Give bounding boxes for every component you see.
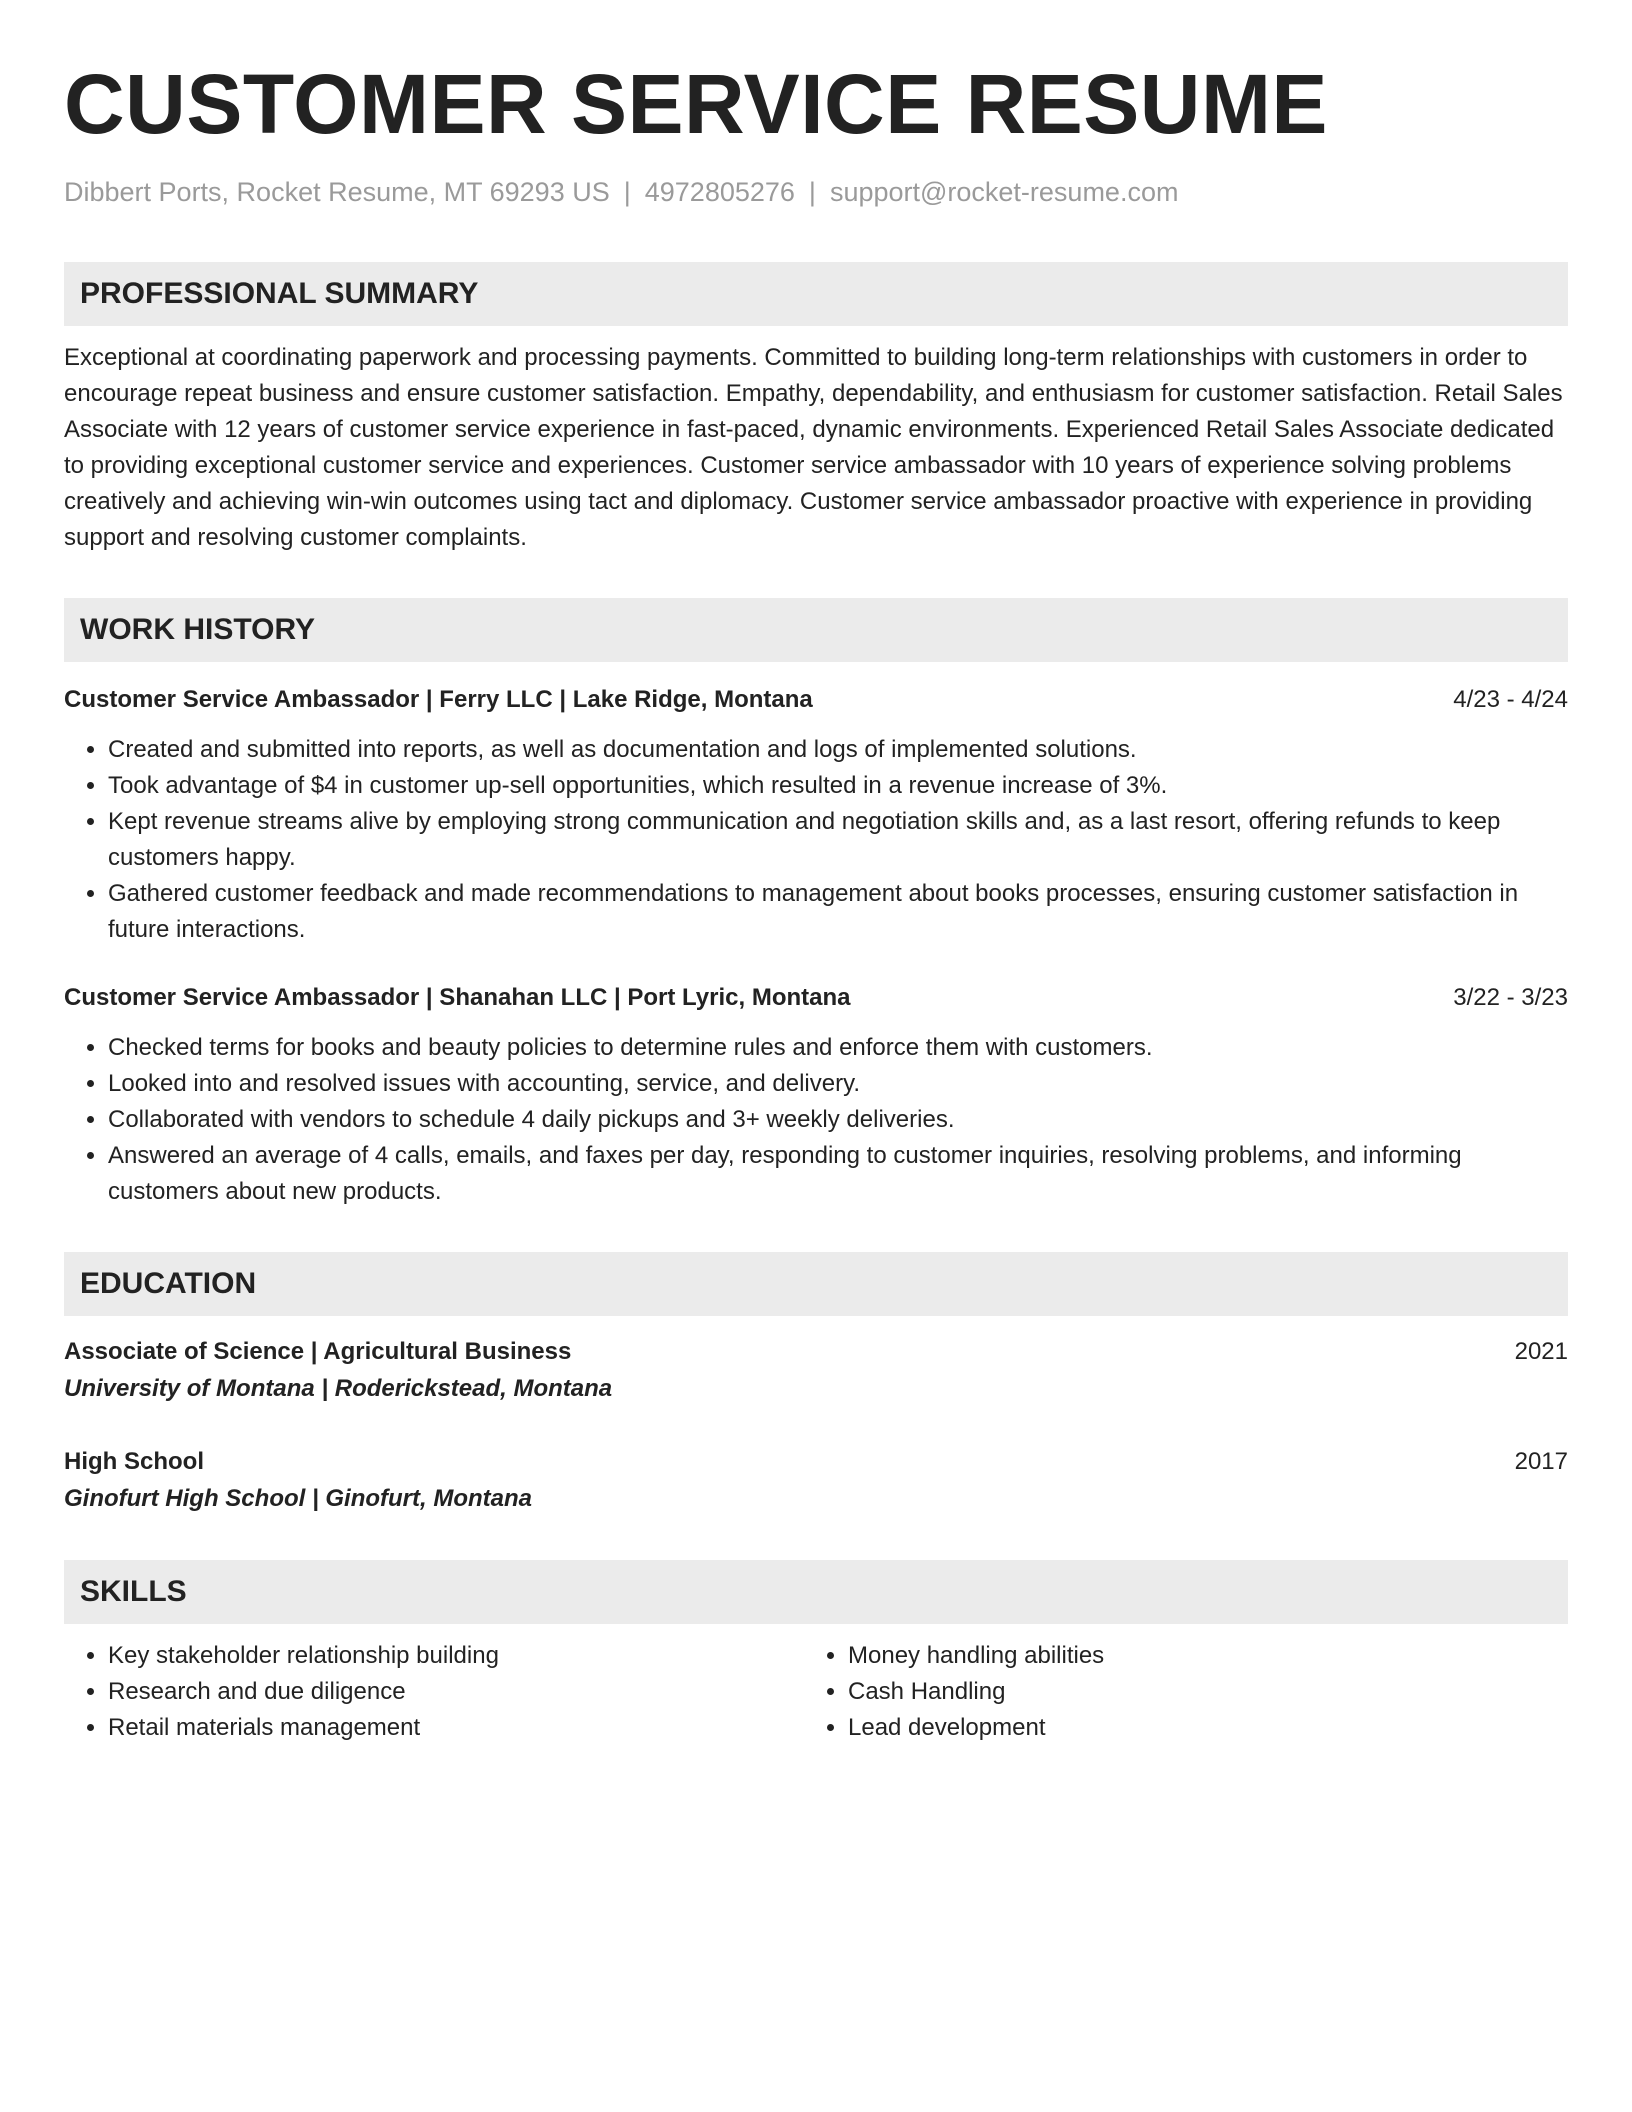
education-degree: Associate of Science | Agricultural Business bbox=[64, 1338, 572, 1365]
contact-phone: 4972805276 bbox=[644, 177, 795, 207]
skills-column-left bbox=[64, 1638, 804, 1746]
job-header bbox=[64, 682, 1568, 718]
job-title: Customer Service Ambassador | Shanahan LLC | Port Lyric, Montana bbox=[64, 984, 851, 1011]
skill-item: • Research and due diligence bbox=[108, 1674, 804, 1710]
job-bullet: • Kept revenue streams alive by employing strong communication and negotiation skills and, as a last resort, offering refunds to keep customers happy. bbox=[108, 804, 1568, 876]
job-bullet: • Looked into and resolved issues with accounting, service, and delivery. bbox=[108, 1066, 1568, 1102]
skill-item: • Cash Handling bbox=[848, 1674, 1544, 1710]
job-bullets bbox=[64, 1030, 1568, 1210]
job-bullet: • Answered an average of 4 calls, emails, and faxes per day, responding to customer inquiries, resolving problems, and informing customers about new products. bbox=[108, 1138, 1568, 1210]
job-entry bbox=[64, 980, 1568, 1210]
resume-title: CUSTOMER SERVICE RESUME bbox=[64, 57, 1328, 151]
job-entry bbox=[64, 682, 1568, 948]
job-bullet: • Collaborated with vendors to schedule 4 daily pickups and 3+ weekly deliveries. bbox=[108, 1102, 1568, 1138]
skill-item: • Key stakeholder relationship building bbox=[108, 1638, 804, 1674]
contact-email: support@rocket-resume.com bbox=[829, 177, 1179, 207]
job-bullet: • Took advantage of $4 in customer up-sell opportunities, which resulted in a revenue increase of 3%. bbox=[108, 768, 1568, 804]
job-bullet: • Checked terms for books and beauty policies to determine rules and enforce them with customers. bbox=[108, 1030, 1568, 1066]
section-heading-skills: SKILLS bbox=[64, 1560, 1568, 1624]
education-header bbox=[64, 1444, 1568, 1480]
education-school: Ginofurt High School | Ginofurt, Montana bbox=[64, 1485, 532, 1512]
contact-address: Dibbert Ports, Rocket Resume, MT 69293 US bbox=[64, 177, 610, 207]
education-school: University of Montana | Roderickstead, Montana bbox=[64, 1375, 613, 1402]
job-dates: 4/23 - 4/24 bbox=[1453, 686, 1568, 713]
job-header bbox=[64, 980, 1568, 1016]
education-year: 2021 bbox=[1514, 1338, 1568, 1365]
education-entry bbox=[64, 1444, 1568, 1518]
job-bullets bbox=[64, 732, 1568, 948]
education-entry bbox=[64, 1334, 1568, 1408]
skill-item: • Money handling abilities bbox=[848, 1638, 1544, 1674]
education-header bbox=[64, 1334, 1568, 1370]
skill-item: • Retail materials management bbox=[108, 1710, 804, 1746]
section-heading-summary: PROFESSIONAL SUMMARY bbox=[64, 262, 1568, 326]
summary-text: Exceptional at coordinating paperwork and processing payments. Committed to building long-term relationships with customers in order to encourage repeat business and ensure customer satisfaction. Empathy, dependability, and enthusiasm for customer satisfaction. Retail Sales Associate with 12 years of customer service experience in fast-paced, dynamic environments. Experienced Retail Sales Associate dedicated to providing exceptional customer service and experiences. Customer service ambassador with 10 years of experience solving problems creatively and achieving win-win outcomes using tact and diplomacy. Customer service ambassador proactive with experience in providing support and resolving customer complaints. bbox=[64, 344, 1563, 551]
contact-separator: | bbox=[808, 177, 816, 207]
skills-column-right bbox=[804, 1638, 1544, 1746]
skills-list bbox=[64, 1638, 1568, 1746]
job-bullet: • Gathered customer feedback and made recommendations to management about books processes, ensuring customer satisfaction in future interactions. bbox=[108, 876, 1568, 948]
job-dates: 3/22 - 3/23 bbox=[1453, 984, 1568, 1011]
education-year: 2017 bbox=[1514, 1448, 1568, 1475]
job-title: Customer Service Ambassador | Ferry LLC | Lake Ridge, Montana bbox=[64, 686, 813, 713]
contact-separator: | bbox=[623, 177, 631, 207]
section-heading-education: EDUCATION bbox=[64, 1252, 1568, 1316]
job-bullet: • Created and submitted into reports, as well as documentation and logs of implemented solutions. bbox=[108, 732, 1568, 768]
contact-line bbox=[64, 174, 1568, 210]
section-heading-work-history: WORK HISTORY bbox=[64, 598, 1568, 662]
education-degree: High School bbox=[64, 1448, 204, 1475]
skill-item: • Lead development bbox=[848, 1710, 1544, 1746]
